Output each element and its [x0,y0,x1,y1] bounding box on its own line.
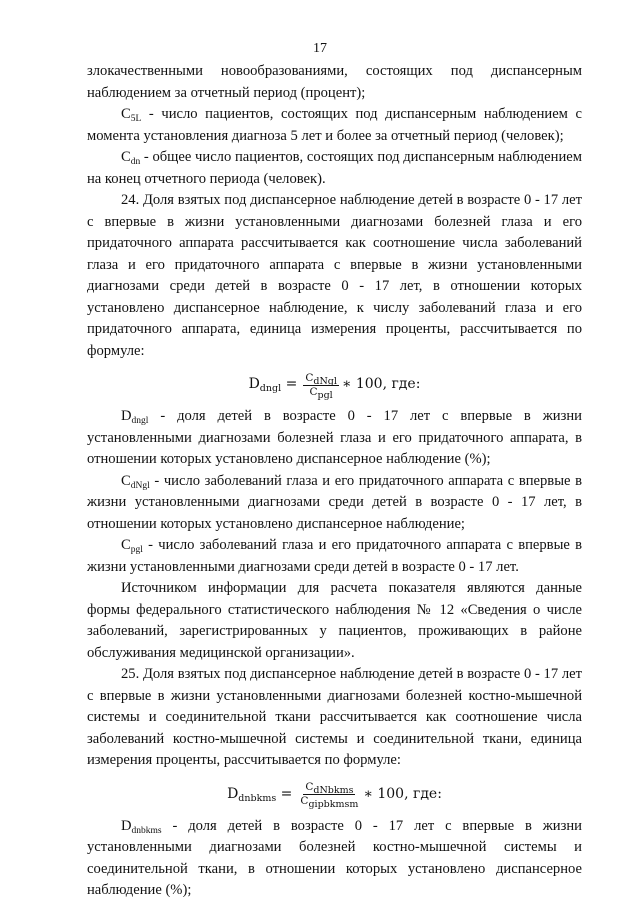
denominator-symbol: C [300,795,309,807]
symbol: C [121,149,131,165]
symbol: C [121,472,131,489]
paragraph-item-25: 25. Доля взятых под диспансерное наблюдение детей в возрасте 0 - 17 лет с впервые в жизни установленными диагнозами болезней костно-мышечной системы и соединительной ткани рассчитывается как соотношение числа заболеваний костно-мышечной системы и соединительной ткани, единица измерения проценты, рассчитывается по формуле: [87,666,582,768]
paragraph-continuation: злокачественными новообразованиями, состоящих под диспансерным наблюдением за отчетный период (процент); [87,63,582,101]
symbol: C [121,537,131,553]
definition-c5l [87,104,582,147]
numerator-subscript: dNbkms [313,785,354,796]
fraction-numerator [303,372,339,386]
definition-text: - число пациентов, состоящих под диспансерным наблюдением с момента установления диагноза 5 лет и более за отчетный период (человек); [87,106,582,144]
definition-text: - доля детей в возрасте 0 - 17 лет с впервые в жизни установленными диагнозами болезней костно-мышечной системы и соединительной ткани, в отношении которых установлено диспансерное наблюдение (%); [87,817,582,898]
definition-text: - общее число пациентов, состоящих под диспансерным наблюдением на конец отчетного периода (человек). [87,149,582,187]
symbol-subscript: dnbkms [131,825,162,836]
formula-fraction [303,372,339,399]
formula-lhs: $D_{dngl}$ = [248,376,298,395]
definition-cpgl [87,535,582,578]
fraction-denominator [307,386,334,399]
fraction-numerator [303,781,355,795]
numerator-symbol: C [305,371,314,384]
numerator-subscript: dNgl [313,375,337,387]
paragraph-item-24: 24. Доля взятых под диспансерное наблюдение детей в возрасте 0 - 17 лет с впервые в жизни установленными диагнозами болезней глаза и его придаточного аппарата рассчитывается как соотношение числа заболеваний глаза и его придаточного аппарата с впервые в жизни установленными диагнозами среди детей в возрасте 0 - 17 лет, в отношении которых установлено диспансерное наблюдение, к числу заболеваний глаза и его придаточного аппарата, единица измерения проценты, рассчитывается по формуле: [87,192,582,359]
denominator-symbol: C [309,385,318,398]
definition-ddnbkms [87,816,582,902]
symbol-subscript: dn [130,157,141,167]
formula-lhs: $D_{dnbkms}$ = [227,785,293,804]
symbol: D [121,817,132,834]
formula-tail: ∗ 100, где: [341,376,421,393]
formula-tail: ∗ 100, где: [363,785,442,802]
symbol: C [121,106,131,122]
denominator-subscript: pgl [317,389,333,401]
document-body [87,61,582,902]
formula-subscript: dngl [259,383,282,395]
formula-ddnbkms [87,778,582,812]
definition-text: - доля детей в возрасте 0 - 17 лет с впервые в жизни установленными диагнозами болезней глаза и его придаточного аппарата, в отношении которых установлено диспансерное наблюдение (%); [87,408,582,467]
symbol-subscript: 5L [130,114,142,124]
symbol-subscript: dNgl [130,480,150,491]
formula-symbol: D [227,785,239,802]
definition-text: - число заболеваний глаза и его придаточного аппарата с впервые в жизни установленными диагнозами среди детей в возрасте 0 - 17 лет, в отношении которых установлено диспансерное наблюдение; [87,472,582,532]
formula-symbol: D [248,376,260,393]
definition-cdngl [87,471,582,536]
symbol-subscript: pgl [130,545,143,555]
formula-subscript: dnbkms [238,792,277,804]
definition-ddngl [87,406,582,471]
page-number: 17 [313,41,327,56]
formula-ddngl [87,368,582,402]
numerator-symbol: C [305,781,314,793]
fraction-denominator [298,795,360,808]
paragraph-source: Источником информации для расчета показателя являются данные формы федерального статистического наблюдения № 12 «Сведения о числе заболеваний, зарегистрированных у пациентов, проживающих в районе обслуживания медицинской организации». [87,580,582,661]
symbol-subscript: dngl [131,416,149,426]
denominator-subscript: gipbkmsm [308,799,359,810]
formula-fraction [298,781,360,808]
symbol: D [121,408,132,424]
definition-cdn [87,147,582,190]
definition-text: - число заболеваний глаза и его придаточного аппарата с впервые в жизни установленными диагнозами среди детей в возрасте 0 - 17 лет. [87,537,582,575]
